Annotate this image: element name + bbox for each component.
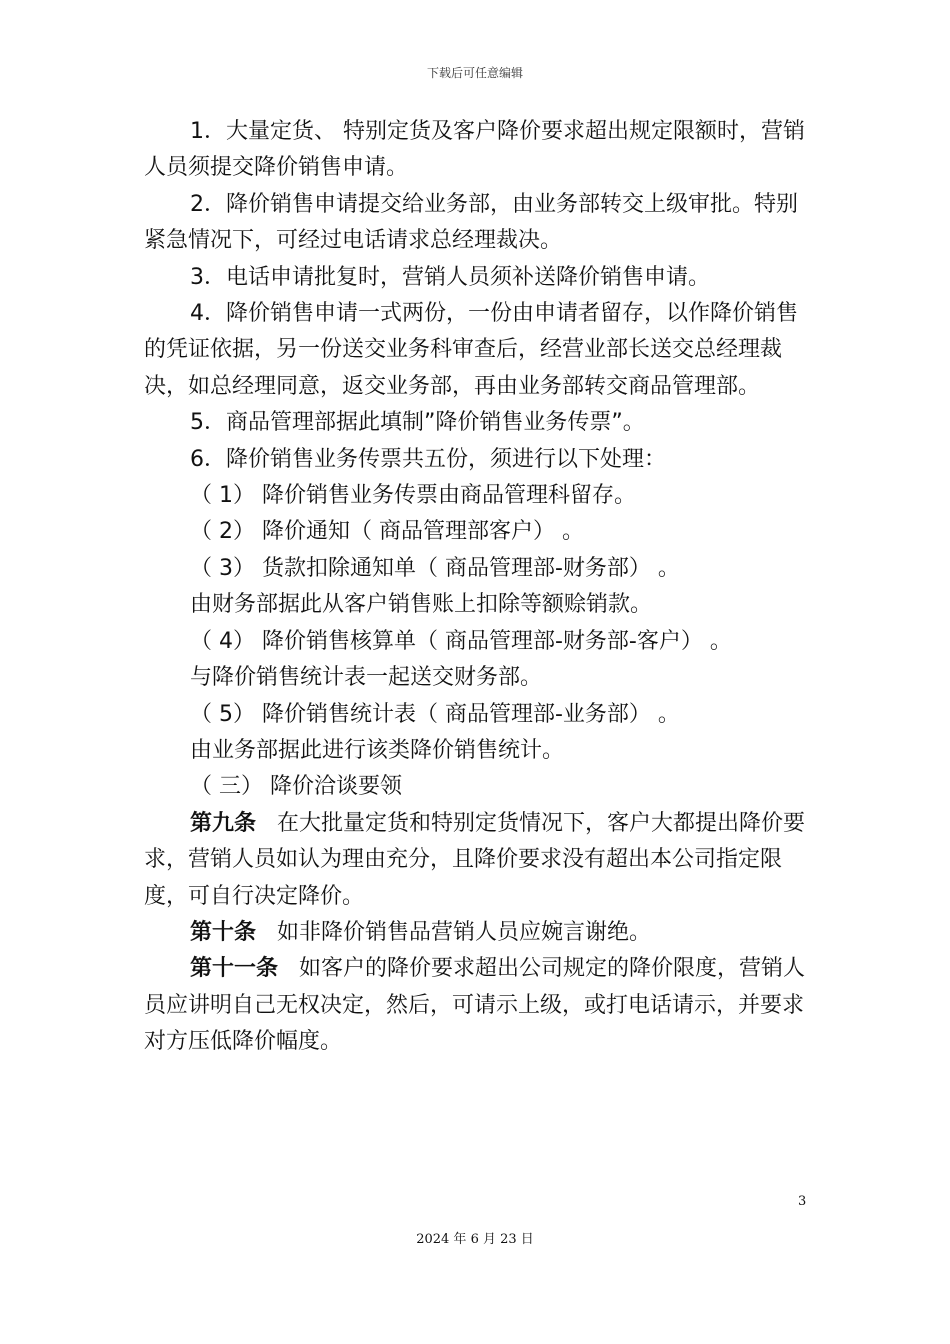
page-footer-date: 2024 年 6 月 23 日 [416, 1232, 534, 1247]
paragraph-2: 2．降价销售申请提交给业务部，由业务部转交上级审批。特别紧急情况下，可经过电话请求总经理裁决。 [144, 191, 798, 254]
document-body [144, 114, 806, 1061]
article-label: 第九条 [190, 810, 257, 836]
article-text: 在大批量定货和特别定货情况下，客户大都提出降价要求，营销人员如认为理由充分，且降价要求没有超出本公司指定限度，可自行决定降价。 [144, 810, 806, 909]
paragraph-6: 6．降价销售业务传票共五份，须进行以下处理： [190, 446, 666, 472]
list-item: 由业务部据此进行该类降价销售统计。 [190, 737, 565, 763]
article-11 [144, 951, 806, 1060]
paragraph-3: 3．电话申请批复时，营销人员须补送降价销售申请。 [190, 264, 710, 290]
paragraph-4: 4．降价销售申请一式两份，一份由申请者留存，以作降价销售的凭证依据，另一份送交业务科审查后，经营业部长送交总经理裁决，如总经理同意，返交业务部，再由业务部转交商品管理部。 [144, 301, 798, 399]
list-item: （ 1） 降价销售业务传票由商品管理科留存。 [190, 483, 636, 509]
article-text: 如客户的降价要求超出公司规定的降价限度，营销人员应讲明自己无权决定，然后，可请示上级，或打电话请示，并要求对方压低降价幅度。 [144, 956, 806, 1055]
paragraph-5: 5．商品管理部据此填制”降价销售业务传票”。 [190, 410, 645, 436]
list-item: 与降价销售统计表一起送交财务部。 [190, 665, 543, 691]
list-item: （ 2） 降价通知（ 商品管理部客户） 。 [190, 519, 584, 545]
list-item: （ 5） 降价销售统计表（ 商品管理部-业务部） 。 [190, 701, 680, 727]
article-label: 第十条 [190, 919, 257, 945]
page-number: 3 [798, 1194, 807, 1209]
article-9 [144, 806, 806, 915]
list-item: （ 3） 货款扣除通知单（ 商品管理部-财务部） 。 [190, 555, 680, 581]
section-heading: （ 三） 降价洽谈要领 [190, 774, 402, 800]
paragraph-1: 1．大量定货、 特别定货及客户降价要求超出规定限额时，营销人员须提交降价销售申请。 [144, 119, 805, 181]
list-item: 由财务部据此从客户销售账上扣除等额赊销款。 [190, 592, 653, 618]
list-item: （ 4） 降价销售核算单（ 商品管理部-财务部-客户） 。 [190, 628, 732, 654]
article-text: 如非降价销售品营销人员应婉言谢绝。 [277, 919, 652, 945]
page-header: 下载后可任意编辑 [426, 66, 523, 80]
article-10 [144, 915, 806, 951]
article-label: 第十一条 [190, 956, 279, 982]
